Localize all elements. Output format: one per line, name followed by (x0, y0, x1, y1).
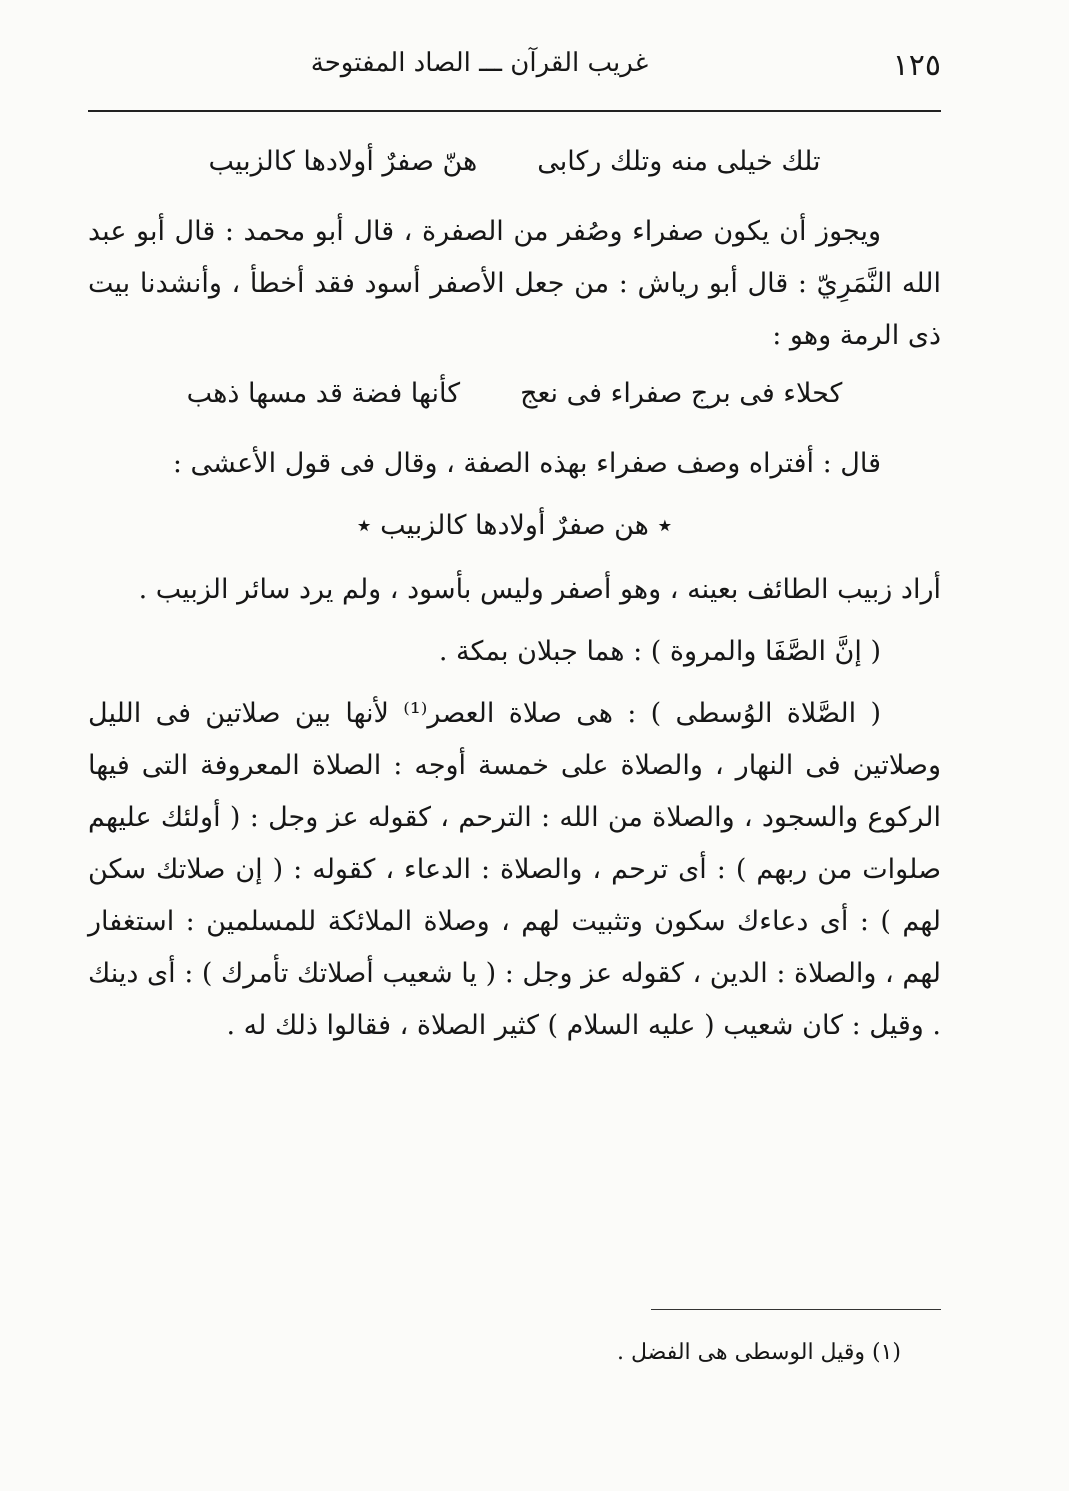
header-rule (88, 110, 941, 112)
page-number: ١٢٥ (892, 48, 941, 83)
paragraph-3: أراد زبيب الطائف بعينه ، وهو أصفر وليس بأسود ، ولم يرد سائر الزبيب . (138, 574, 941, 605)
verse-2-first-hemistich: كحلاء فى برج صفراء فى نعج (520, 378, 843, 409)
verse-1-second-hemistich: هنّ صفرٌ أولادها كالزبيب (208, 146, 478, 177)
running-title: غريب القرآن ـــ الصاد المفتوحة (310, 48, 649, 78)
verse-1 (88, 140, 941, 184)
paragraph-5: ( الصَّلاة الوُسطى ) : هى صلاة العصر⁽¹⁾ لأنها بين صلاتين فى الليل وصلاتين فى النهار ، والصلاة على خمسة أوجه : الصلاة المعروفة التى فيها الركوع والسجود ، والصلاة من الله : الترحم ، كقوله عز وجل : ( أولئك عليهم صلوات من ربهم ) : أى ترحم ، والصلاة : الدعاء ، كقوله : ( إن صلاتك سكن لهم ) : أى دعاءك سكون وتثبيت لهم ، وصلاة الملائكة للمسلمين : استغفار لهم ، والصلاة : الدين ، كقوله عز وجل : ( يا شعيب أصلاتك تأمرك ) : أى دينك . وقيل : كان شعيب ( عليه السلام ) كثير الصلاة ، فقالوا ذلك له . (88, 698, 941, 1041)
verse-2 (88, 372, 941, 416)
paragraph-2: قال : أفتراه وصف صفراء بهذه الصفة ، وقال فى قول الأعشى : (172, 448, 881, 479)
half-verse-quote: ٭ هن صفرٌ أولادها كالزبيب ٭ (356, 510, 673, 541)
paragraph-4: ( إنَّ الصَّفَا والمروة ) : هما جبلان بمكة . (438, 636, 881, 667)
verse-1-first-hemistich: تلك خيلى منه وتلك ركابى (537, 146, 821, 177)
verse-2-second-hemistich: كأنها فضة قد مسها ذهب (186, 378, 461, 409)
paragraph-1: ويجوز أن يكون صفراء وصُفر من الصفرة ، قال أبو محمد : قال أبو عبد الله النَّمَرِيّ : قال أبو رياش : من جعل الأصفر أسود فقد أخطأ ، وأنشدنا بيت ذى الرمة وهو : (88, 216, 941, 351)
footnote-rule (651, 1309, 941, 1310)
page-body (88, 140, 941, 1062)
page-header (88, 48, 941, 106)
footnote: (١) وقيل الوسطى هى الفضل . (616, 1340, 901, 1365)
